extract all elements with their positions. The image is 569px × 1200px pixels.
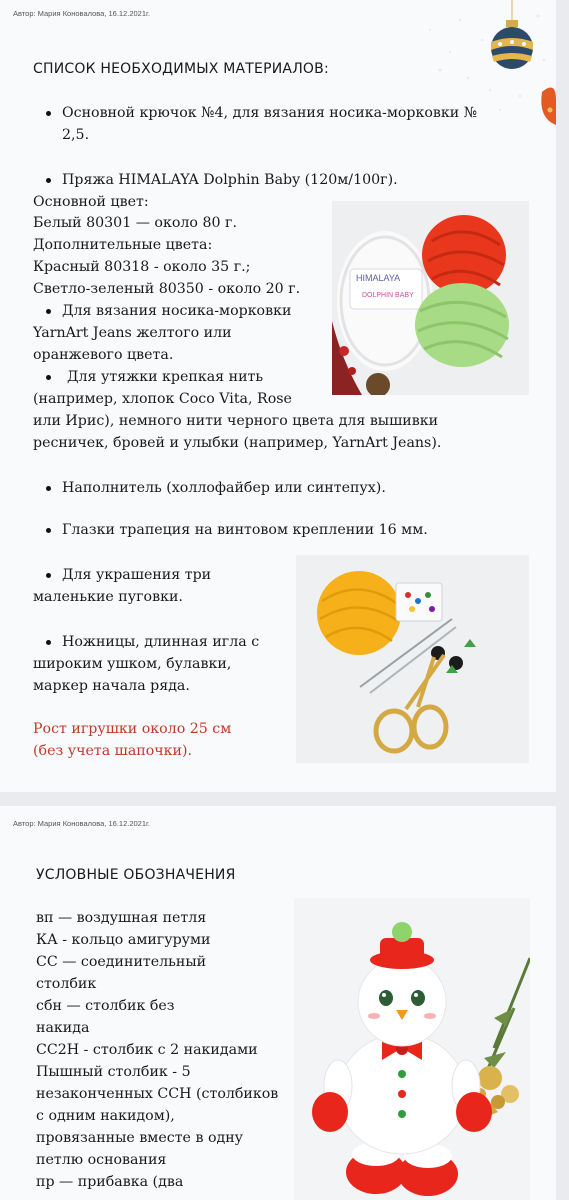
hook-line-1: Основной крючок №4, для вязания носика-морковки № [62, 105, 478, 121]
legend-line-2: КА - кольцо амигуруми [36, 932, 211, 948]
green-yarn-line: Светло-зеленый 80350 - около 20 г. [33, 281, 301, 297]
legend-line-4: столбик [36, 976, 97, 992]
thread-line-2: (например, хлопок Coco Vita, Rose [33, 391, 292, 407]
bullet-icon [46, 640, 51, 645]
yarn-label-brand: HIMALAYA [356, 273, 401, 283]
tools-line-1: Ножницы, длинная игла с [62, 634, 260, 650]
legend-line-8: Пышный столбик - 5 [36, 1064, 191, 1080]
white-yarn-line: Белый 80301 — около 80 г. [33, 215, 237, 231]
legend-line-3: СС — соединительный [36, 954, 207, 970]
legend-line-10: с одним накидом), [36, 1108, 175, 1124]
tools-line-3: маркер начала ряда. [33, 678, 190, 694]
yarn-photo [332, 201, 529, 395]
author-line: Автор: Мария Коновалова, 16.12.2021г. [13, 819, 150, 828]
buttons-line-1: Для украшения три [62, 567, 212, 583]
materials-heading: СПИСОК НЕОБХОДИМЫХ МАТЕРИАЛОВ: [33, 61, 329, 77]
legend-line-5: сбн — столбик без [36, 998, 175, 1014]
thread-line-4: ресничек, бровей и улыбки (например, YarnArt Jeans). [33, 435, 442, 451]
nose-line-2: YarnArt Jeans желтого или [33, 325, 232, 341]
thread-line-1: Для утяжки крепкая нить [67, 369, 264, 385]
legend-line-6: накида [36, 1020, 90, 1036]
snowman-photo [294, 898, 530, 1200]
nose-line-3: оранжевого цвета. [33, 347, 174, 363]
filler-line: Наполнитель (холлофайбер или синтепух). [62, 480, 386, 496]
main-color-label: Основной цвет: [33, 194, 149, 210]
buttons-line-2: маленькие пуговки. [33, 589, 183, 605]
legend-line-1: вп — воздушная петля [36, 910, 207, 926]
bullet-icon [46, 178, 51, 183]
author-line: Автор: Мария Коновалова, 16.12.2021г. [13, 9, 150, 18]
toy-height-line-1: Рост игрушки около 25 см [33, 721, 232, 737]
bullet-icon [46, 486, 51, 491]
bullet-icon [46, 573, 51, 578]
tools-line-2: широким ушком, булавки, [33, 656, 232, 672]
hook-line-2: 2,5. [62, 127, 90, 143]
bullet-icon [46, 111, 51, 116]
legend-line-11: провязанные вместе в одну [36, 1130, 244, 1146]
legend-line-9: незаконченных ССН (столбиков [36, 1086, 279, 1102]
tools-photo [296, 555, 529, 763]
nose-line-1: Для вязания носика-морковки [62, 303, 292, 319]
legend-line-13: пр — прибавка (два [36, 1174, 184, 1190]
yarn-line: Пряжа HIMALAYA Dolphin Baby (120м/100г). [62, 172, 398, 188]
toy-height-line-2: (без учета шапочки). [33, 743, 193, 759]
bullet-icon [46, 375, 51, 380]
yarn-label-name: DOLPHIN BABY [362, 292, 414, 299]
legend-line-7: СС2Н - столбик с 2 накидами [36, 1042, 258, 1058]
legend-heading: УСЛОВНЫЕ ОБОЗНАЧЕНИЯ [36, 867, 236, 883]
red-yarn-line: Красный 80318 - около 35 г.; [33, 259, 251, 275]
thread-line-3: или Ирис), немного нити черного цвета для вышивки [33, 413, 439, 429]
eyes-line: Глазки трапеция на винтовом креплении 16 мм. [62, 522, 428, 538]
bullet-icon [46, 309, 51, 314]
legend-line-12: петлю основания [36, 1152, 167, 1168]
extra-colors-label: Дополнительные цвета: [33, 237, 213, 253]
page-2 [0, 806, 556, 1200]
bullet-icon [46, 528, 51, 533]
